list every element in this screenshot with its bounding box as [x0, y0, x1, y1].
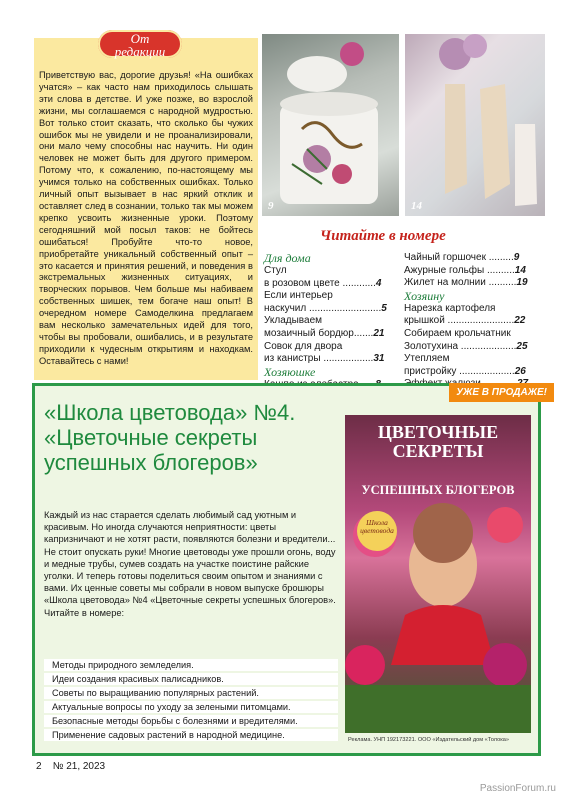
brochure-cover: [345, 415, 531, 733]
footer: [36, 761, 105, 772]
contents-item: [264, 353, 392, 366]
cover-badge: Школа цветовода: [357, 511, 397, 551]
contents-page-number: 22: [514, 315, 526, 327]
editor-text: Приветствую вас, дорогие друзья! «На ошибках учатся» – как часто нам приходилось слышать эти слова в детстве. И уже позже, во взрослой жизни, мы соглашаемся с народной мудростью. Вот только стоит сказать, что сколько бы чужих ошибок мы не увидели и не проанализировали, они мало чему способны нас научить. Ни один человек не может быть для другого примером. Потому что, к сожалению, по-настоящему мы учимся только на собственных ошибках. Только личный опыт вызывает в нас яркий отклик и оставляет след в сознании, только так мы можем крепко усвоить жизненные уроки. Поэтому сегодняшний мой посыл таков: не бойтесь ошибаться! Пробуйте что-то новое, приобретайте уникальный собственный опыт – это касается и принятия решений, и поведения в экстремальных жизненных ситуациях, и творческих порывов. Чем больше мы набиваем собственных шишек, тем богаче наш опыт! В очередном номере Самоделкина предлагаем вам несколько замечательных идей для того, чтобы вы пробовали, ошибались, и в результате приходили к чудесным открытиям и находкам. Оставайтесь с нами!: [39, 70, 253, 366]
contents-page-number: 25: [516, 340, 528, 352]
contents-page-number: 21: [373, 327, 385, 339]
contents-item-text: Стул: [264, 265, 287, 276]
promo-list: [44, 659, 338, 743]
cover-subtitle: УСПЕШНЫХ БЛОГЕРОВ: [361, 483, 515, 497]
contents-item: [264, 278, 392, 291]
contents-section-heading: Для дома: [264, 251, 311, 265]
contents-item-text: Золотухина ....................: [404, 340, 517, 352]
contents-item: [404, 315, 538, 328]
contents-item-text: Укладываем: [264, 315, 323, 327]
contents-item-text: пристройку ....................: [404, 365, 515, 377]
contents-item: [264, 315, 392, 328]
contents-item: [264, 341, 392, 354]
promo-list-item: Актуальные вопросы по уходу за зелеными питомцами.: [44, 701, 338, 713]
socks-illustration: [405, 34, 545, 216]
photo-socks: [405, 34, 545, 216]
contents-item: [404, 252, 538, 265]
contents-item-text: Чайный горшочек .........: [404, 252, 514, 263]
ad-note: Реклама. УНП 192173221. ООО «Издательский дом «Толока»: [348, 737, 509, 743]
photo-teapot: [262, 34, 399, 216]
contents-item-text: мозаичный бордюр.......: [264, 327, 374, 339]
contents-page-number: 4: [375, 277, 382, 289]
contents-page-number: 19: [516, 277, 528, 289]
issue-number: № 21, 2023: [52, 761, 106, 772]
promo-body-text: Каждый из нас старается сделать любимый сад уютным и красивым. Но иногда случаются неприятности: цветы капризничают и не хотят расти, появляются болезни и вредители... Не стоит опускать руки! Многие цветоводы уже прошли огонь, воду и медные трубы, сумев создать на участке поистине райские уголки. И теперь готовы поделиться своим опытом и знаниями с вами. Их ценные советы мы собрали в новом выпуске брошюры «Школа цветовода» №4 «Цветочные секреты успешных блогеров».: [44, 510, 336, 606]
contents-item-text: из канистры ..................: [264, 353, 374, 365]
on-sale-label: УЖЕ В ПРОДАЖЕ!: [449, 383, 554, 402]
promo-list-item: Применение садовых растений в народной медицине.: [44, 729, 338, 741]
teapot-illustration: [262, 34, 399, 216]
contents-column-1: [264, 252, 392, 391]
page-number: 2: [36, 761, 42, 772]
contents-item: [404, 265, 538, 278]
contents-item-text: Собираем крольчатник: [404, 327, 511, 339]
contents-page-number: 9: [513, 252, 520, 263]
contents-page-number: 26: [514, 365, 526, 377]
contents-item: [404, 353, 538, 366]
contents-item: [404, 277, 538, 290]
promo-list-item: Советы по выращиванию популярных растений.: [44, 687, 338, 699]
photo-number-right: 14: [411, 200, 422, 212]
editor-badge: [98, 30, 182, 58]
promo-body: [44, 509, 336, 619]
contents-section-heading: Хозяюшке: [264, 364, 316, 379]
watermark: PassionForum.ru: [479, 783, 556, 794]
cover-title: ЦВЕТОЧНЫЕ СЕКРЕТЫ: [377, 422, 499, 461]
contents-item-text: Жилет на молнии ..........: [404, 277, 517, 289]
contents-item-text: наскучил ..........................: [264, 302, 382, 314]
contents-item-text: крышкой ........................: [404, 315, 515, 327]
contents-item: [404, 366, 538, 379]
promo-list-item: Безопасные методы борьбы с болезнями и вредителями.: [44, 715, 338, 727]
contents-item: [264, 328, 392, 341]
contents-item: [404, 328, 538, 341]
editor-badge-line2: редакции: [114, 44, 166, 59]
contents-item-text: Если интерьер: [264, 290, 333, 302]
promo-list-item: Методы природного земледелия.: [44, 659, 338, 671]
promo-title: «Школа цветовода» №4. «Цветочные секреты успешных блогеров»: [44, 400, 296, 475]
contents-page-number: 5: [381, 302, 387, 314]
contents-item: [264, 265, 392, 278]
contents-section-heading: Хозяину: [404, 288, 445, 303]
promo-list-item: Идеи создания красивых палисадников.: [44, 673, 338, 685]
contents-item-text: Совок для двора: [264, 340, 343, 352]
contents-item-text: Ажурные гольфы ..........: [404, 264, 515, 276]
contents-column-2: [404, 252, 538, 391]
contents-item: [404, 303, 538, 316]
editor-badge-line1: От: [130, 31, 150, 46]
photo-number-left: 9: [268, 200, 274, 212]
promo-list-intro: Читайте в номере:: [44, 607, 125, 618]
contents-page-number: 31: [373, 353, 385, 365]
contents-item-text: Нарезка картофеля: [404, 302, 496, 314]
contents-item-text: Утепляем: [404, 353, 450, 365]
contents-item: [264, 290, 392, 303]
contents-item-text: в розовом цвете ............: [264, 277, 376, 289]
cover-illustration: [345, 415, 531, 733]
contents-item: [404, 341, 538, 354]
contents-page-number: 14: [514, 264, 526, 276]
contents-title: Читайте в номере: [320, 228, 446, 244]
contents-item: [264, 303, 392, 316]
